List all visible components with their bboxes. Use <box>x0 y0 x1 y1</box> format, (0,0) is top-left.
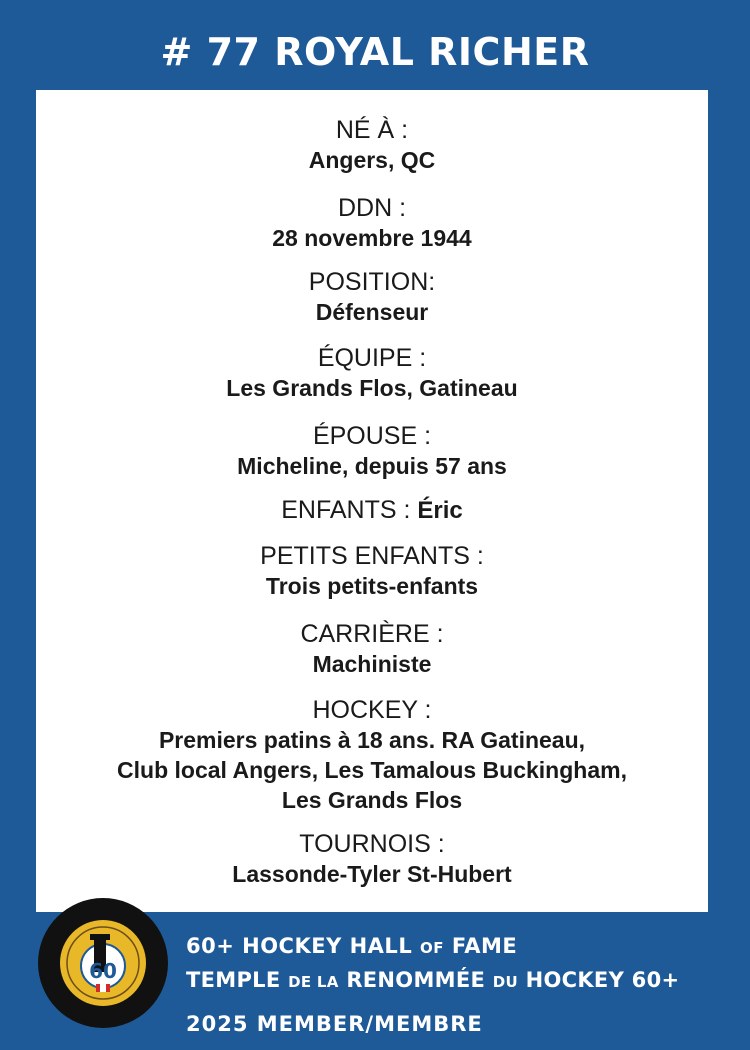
team-value: Les Grands Flos, Gatineau <box>226 375 518 401</box>
position-label: POSITION: <box>308 268 436 296</box>
tournaments-value: Lassonde-Tyler St-Hubert <box>232 861 512 887</box>
logo-number: 60 <box>89 959 117 983</box>
children-value: Éric <box>417 497 463 524</box>
footer-hall-of-fame-fr <box>186 968 679 992</box>
field-grandchildren <box>36 542 708 601</box>
tournaments-label: TOURNOIS : <box>299 830 445 858</box>
hall-of-fame-logo-icon <box>38 898 168 1028</box>
position-value: Défenseur <box>315 299 429 325</box>
footer-line2-c: RENOMMÉE <box>338 968 493 992</box>
footer-line1-a: 60+ HOCKEY HALL <box>186 934 421 958</box>
footer-line2-a: TEMPLE <box>186 968 289 992</box>
field-birthplace <box>36 116 708 175</box>
birthplace-label: NÉ À : <box>335 116 409 144</box>
hockey-label: HOCKEY : <box>312 696 432 724</box>
footer-line2-d: DU <box>492 973 518 991</box>
career-label: CARRIÈRE : <box>300 620 444 648</box>
birthplace-value: Angers, QC <box>308 147 436 173</box>
team-label: ÉQUIPE : <box>317 344 427 372</box>
grandchildren-value: Trois petits-enfants <box>265 573 479 599</box>
page-title: # 77 ROYAL RICHER <box>160 30 590 74</box>
hockey-line-3: Les Grands Flos <box>281 787 463 813</box>
footer-member-year: 2025 MEMBER/MEMBRE <box>186 1012 483 1036</box>
grandchildren-label: PETITS ENFANTS : <box>260 542 484 570</box>
field-dob <box>36 194 708 253</box>
career-value: Machiniste <box>312 651 432 677</box>
spouse-label: ÉPOUSE : <box>312 422 432 450</box>
dob-value: 28 novembre 1944 <box>272 225 472 251</box>
footer-hall-of-fame-en <box>186 934 517 958</box>
field-tournaments <box>36 830 708 889</box>
field-hockey <box>36 696 708 815</box>
footer-line2-e: HOCKEY 60+ <box>518 968 680 992</box>
field-team <box>36 344 708 403</box>
spouse-value: Micheline, depuis 57 ans <box>237 453 507 479</box>
field-career <box>36 620 708 679</box>
footer-line1-c: FAME <box>444 934 518 958</box>
logo-badge <box>60 920 146 1006</box>
info-panel <box>36 90 708 912</box>
hockey-line-1: Premiers patins à 18 ans. RA Gatineau, <box>158 727 586 753</box>
field-position <box>36 268 708 327</box>
field-spouse <box>36 422 708 481</box>
dob-label: DDN : <box>337 194 407 222</box>
footer-line1-b: OF <box>420 939 445 957</box>
children-label: ENFANTS : <box>281 496 411 524</box>
footer-line2-b: DE LA <box>288 973 339 991</box>
hockey-line-2: Club local Angers, Les Tamalous Buckingham, <box>117 757 627 783</box>
logo-emblem-icon <box>60 920 146 1006</box>
field-children <box>36 496 708 525</box>
